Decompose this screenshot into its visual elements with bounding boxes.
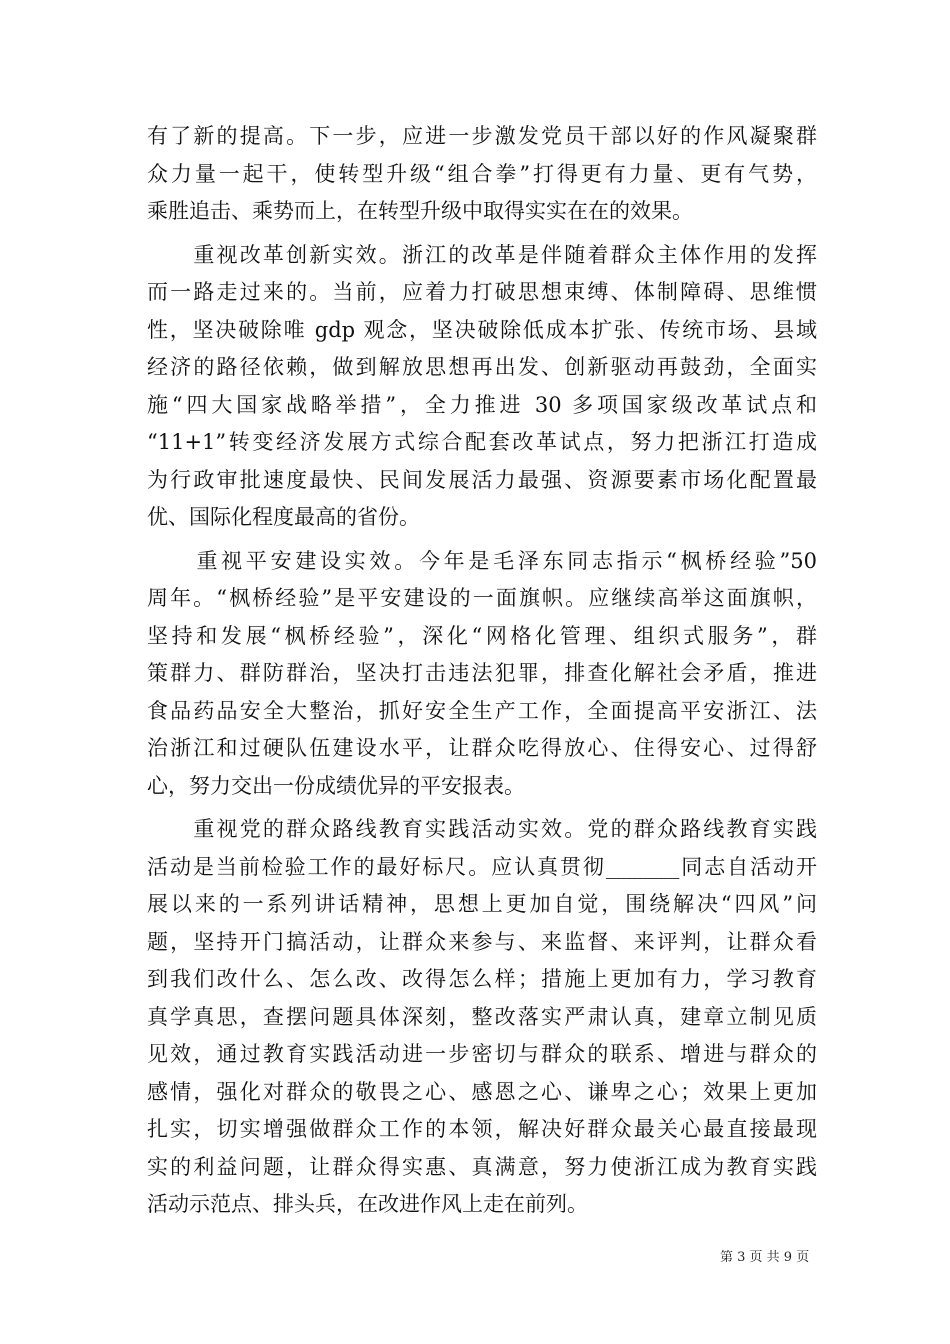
paragraph-2 <box>147 237 817 537</box>
text-line: 活动示范点、排头兵，在改进作风上走在前列。 <box>147 1192 588 1216</box>
text-line: 优、国际化程度最高的省份。 <box>147 505 420 529</box>
text-line: 重视改革创新实效。浙江的改革是伴随着群众主体作用的发挥 <box>147 242 817 267</box>
paragraph-1 <box>147 118 817 231</box>
text-line: 感情，强化对群众的敬畏之心、感恩之心、谦卑之心；效果上更加 <box>147 1079 817 1104</box>
text-line: 实的利益问题，让群众得实惠、真满意，努力使浙江成为教育实践 <box>147 1154 817 1179</box>
text-line: 见效，通过教育实践活动进一步密切与群众的联系、增进与群众的 <box>147 1042 817 1066</box>
text-line: 展以来的一系列讲话精神，思想上更加自觉，围绕解决“四风”问 <box>147 892 817 916</box>
text-line: 活动是当前检验工作的最好标尺。应认真贯彻_______同志自活动开 <box>147 854 817 879</box>
paragraph-4 <box>147 811 817 1224</box>
text-line: 坚持和发展“枫桥经验”，深化“网格化管理、组织式服务”，群 <box>147 623 817 648</box>
body-text <box>147 118 817 1224</box>
text-line: 食品药品安全大整治，抓好安全生产工作，全面提高平安浙江、法 <box>147 698 817 723</box>
text-line: 性，坚决破除唯 gdp 观念，坚决破除低成本扩张、传统市场、县域 <box>147 317 817 342</box>
text-line: “11+1”转变经济发展方式综合配套改革试点，努力把浙江打造成 <box>147 430 817 454</box>
text-line: 有了新的提高。下一步，应进一步激发党员干部以好的作风凝聚群 <box>147 124 817 148</box>
text-line: 扎实，切实增强做群众工作的本领，解决好群众最关心最直接最现 <box>147 1117 817 1141</box>
text-line: 为行政审批速度最快、民间发展活力最强、资源要素市场化配置最 <box>147 467 817 492</box>
text-line: 周年。“枫桥经验”是平安建设的一面旗帜。应继续高举这面旗帜， <box>147 586 817 610</box>
text-line: 治浙江和过硬队伍建设水平，让群众吃得放心、住得安心、过得舒 <box>147 736 817 760</box>
page-number: 第 3 页 共 9 页 <box>720 1250 810 1265</box>
text-line: 到我们改什么、怎么改、改得怎么样；措施上更加有力，学习教育 <box>147 967 817 991</box>
text-line: 乘胜追击、乘势而上，在转型升级中取得实实在在的效果。 <box>147 199 693 223</box>
text-line: 施“四大国家战略举措”，全力推进 30 多项国家级改革试点和 <box>147 392 817 417</box>
text-line: 策群力、群防群治，坚决打击违法犯罪，排查化解社会矛盾，推进 <box>147 661 817 685</box>
text-line: 而一路走过来的。当前，应着力打破思想束缚、体制障碍、思维惯 <box>147 280 817 304</box>
paragraph-3 <box>147 543 817 806</box>
text-line: 众力量一起干，使转型升级“组合拳”打得更有力量、更有气势， <box>147 161 817 186</box>
text-line: 心，努力交出一份成绩优异的平安报表。 <box>147 773 525 798</box>
text-line: 重视平安建设实效。今年是毛泽东同志指示“枫桥经验”50 <box>147 548 817 573</box>
text-line: 真学真思，查摆问题具体深刻，整改落实严肃认真，建章立制见质 <box>147 1004 817 1029</box>
text-line: 经济的路径依赖，做到解放思想再出发、创新驱动再鼓劲，全面实 <box>147 355 817 379</box>
text-line: 题，坚持开门搞活动，让群众来参与、来监督、来评判，让群众看 <box>147 929 817 954</box>
text-line: 重视党的群众路线教育实践活动实效。党的群众路线教育实践 <box>147 817 817 841</box>
